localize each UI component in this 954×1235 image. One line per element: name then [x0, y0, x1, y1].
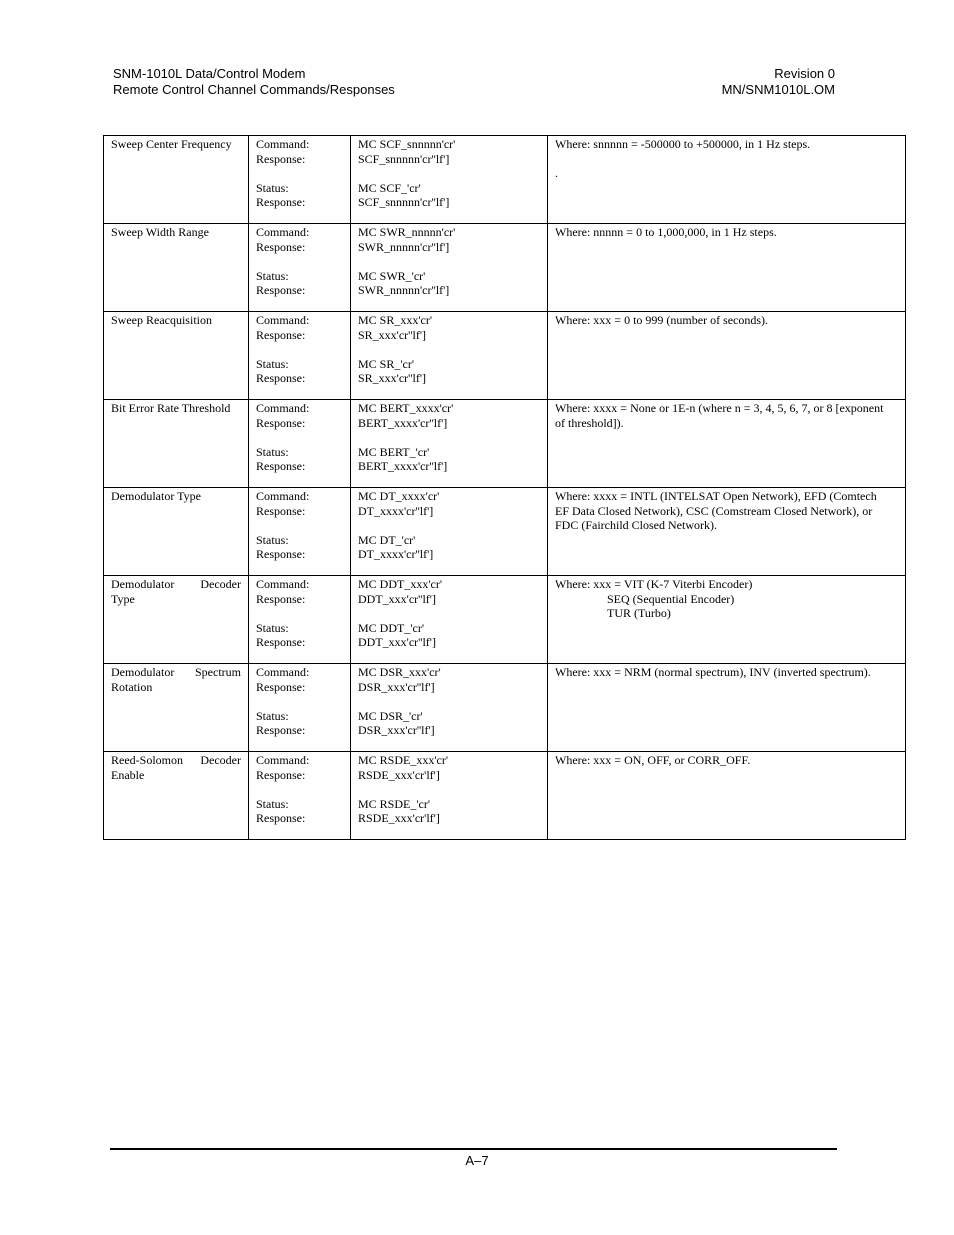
- status-label: Status:: [256, 708, 289, 723]
- response-label: Response:: [256, 151, 306, 166]
- syntax-cell: [351, 576, 548, 664]
- command-row: [104, 488, 906, 576]
- status-label: Status:: [256, 620, 289, 635]
- status-response-label: Response:: [256, 283, 306, 298]
- description-line: Where: xxxx = INTL (INTELSAT Open Network), EFD (Comtech: [555, 489, 877, 503]
- function-name-line: Enable: [111, 767, 145, 782]
- syntax-cell: [351, 752, 548, 840]
- syntax-cell: [351, 400, 548, 488]
- description-line: .: [555, 166, 558, 181]
- response-label: Response:: [256, 591, 306, 606]
- status-response-syntax: SCF_snnnnn'cr''lf']: [358, 195, 450, 210]
- command-row: [104, 400, 906, 488]
- status-response-syntax: DT_xxxx'cr''lf']: [358, 547, 434, 562]
- page-number: A–7: [465, 1153, 489, 1168]
- status-response-syntax: SWR_nnnnn'cr''lf']: [358, 283, 450, 298]
- command-row: [104, 224, 906, 312]
- command-table: [103, 135, 906, 840]
- function-name-line: Sweep Width Range: [111, 225, 209, 239]
- command-row: [104, 664, 906, 752]
- label-cell: [249, 488, 351, 576]
- status-syntax: MC SWR_'cr': [358, 268, 426, 283]
- spacer: [358, 782, 540, 797]
- command-row: [104, 312, 906, 400]
- status-label: Status:: [256, 532, 289, 547]
- status-syntax: MC SCF_'cr': [358, 180, 421, 195]
- command-label: Command:: [256, 665, 310, 679]
- status-response-label: Response:: [256, 371, 306, 386]
- command-response-syntax: RSDE_xxx'cr'lf']: [358, 767, 440, 782]
- command-syntax: MC DSR_xxx'cr': [358, 665, 441, 679]
- status-response-syntax: SR_xxx'cr''lf']: [358, 371, 426, 386]
- status-response-syntax: DSR_xxx'cr''lf']: [358, 723, 435, 738]
- function-name-cell: [104, 752, 249, 840]
- status-response-label: Response:: [256, 723, 306, 738]
- description-line: Where: xxx = 0 to 999 (number of seconds).: [555, 313, 769, 327]
- command-response-syntax: SWR_nnnnn'cr''lf']: [358, 239, 450, 254]
- spacer: [358, 694, 540, 709]
- command-syntax: MC RSDE_xxx'cr': [358, 753, 448, 767]
- response-label: Response:: [256, 767, 306, 782]
- spacer: [358, 430, 540, 445]
- description-line: FDC (Fairchild Closed Network).: [555, 518, 717, 533]
- label-cell: [249, 312, 351, 400]
- function-name-line: Sweep Reacquisition: [111, 313, 212, 327]
- description-line: Where: xxx = VIT (K-7 Viterbi Encoder): [555, 577, 753, 591]
- command-label: Command:: [256, 753, 310, 767]
- command-response-syntax: SR_xxx'cr''lf']: [358, 327, 426, 342]
- description-line: SEQ (Sequential Encoder): [607, 591, 735, 606]
- command-label: Command:: [256, 489, 310, 503]
- status-label: Status:: [256, 180, 289, 195]
- status-syntax: MC BERT_'cr': [358, 444, 430, 459]
- description-cell: [548, 224, 906, 312]
- function-name-line: Demodulator Type: [111, 489, 201, 503]
- response-label: Response:: [256, 503, 306, 518]
- function-name-line: Type: [111, 591, 135, 606]
- document-subtitle: Remote Control Channel Commands/Responses: [113, 82, 395, 97]
- description-line: Where: nnnnn = 0 to 1,000,000, in 1 Hz steps.: [555, 225, 777, 239]
- footer-rule: [110, 1148, 837, 1150]
- command-row: [104, 752, 906, 840]
- spacer: [358, 254, 540, 269]
- syntax-cell: [351, 224, 548, 312]
- syntax-cell: [351, 488, 548, 576]
- spacer: [256, 694, 343, 709]
- description-cell: [548, 664, 906, 752]
- command-label: Command:: [256, 577, 310, 591]
- label-cell: [249, 576, 351, 664]
- response-label: Response:: [256, 327, 306, 342]
- status-syntax: MC DSR_'cr': [358, 708, 423, 723]
- command-label: Command:: [256, 225, 310, 239]
- status-syntax: MC DDT_'cr': [358, 620, 424, 635]
- function-name-line: Bit Error Rate Threshold: [111, 401, 231, 415]
- document-number: MN/SNM1010L.OM: [721, 82, 835, 97]
- function-name-line: Rotation: [111, 679, 153, 694]
- description-line: Where: xxx = ON, OFF, or CORR_OFF.: [555, 753, 751, 767]
- function-name-line: Demodulator Decoder: [111, 577, 241, 591]
- spacer: [555, 152, 898, 167]
- status-label: Status:: [256, 444, 289, 459]
- command-table-body: [104, 136, 906, 840]
- function-name-cell: [104, 312, 249, 400]
- spacer: [256, 430, 343, 445]
- status-label: Status:: [256, 356, 289, 371]
- status-response-label: Response:: [256, 635, 306, 650]
- syntax-cell: [351, 664, 548, 752]
- document-title: SNM-1010L Data/Control Modem: [113, 66, 306, 81]
- label-cell: [249, 664, 351, 752]
- label-cell: [249, 224, 351, 312]
- function-name-line: Sweep Center Frequency: [111, 137, 232, 151]
- command-row: [104, 576, 906, 664]
- status-response-syntax: RSDE_xxx'cr'lf']: [358, 811, 440, 826]
- status-response-syntax: BERT_xxxx'cr''lf']: [358, 459, 448, 474]
- command-syntax: MC DT_xxxx'cr': [358, 489, 440, 503]
- description-cell: [548, 400, 906, 488]
- description-line: TUR (Turbo): [607, 606, 671, 621]
- response-label: Response:: [256, 239, 306, 254]
- status-response-label: Response:: [256, 547, 306, 562]
- description-line: of threshold]).: [555, 415, 624, 430]
- spacer: [256, 342, 343, 357]
- command-response-syntax: DDT_xxx'cr''lf']: [358, 591, 436, 606]
- command-syntax: MC SCF_snnnnn'cr': [358, 137, 456, 151]
- spacer: [256, 254, 343, 269]
- command-label: Command:: [256, 313, 310, 327]
- status-label: Status:: [256, 796, 289, 811]
- description-line: Where: xxxx = None or 1E-n (where n = 3, 4, 5, 6, 7, or 8 [exponent: [555, 401, 884, 415]
- description-cell: [548, 136, 906, 224]
- status-syntax: MC SR_'cr': [358, 356, 414, 371]
- description-cell: [548, 576, 906, 664]
- status-syntax: MC DT_'cr': [358, 532, 416, 547]
- description-line: EF Data Closed Network), CSC (Comstream Closed Network), or: [555, 503, 873, 518]
- command-response-syntax: DT_xxxx'cr''lf']: [358, 503, 434, 518]
- status-label: Status:: [256, 268, 289, 283]
- function-name-line: Reed-Solomon Decoder: [111, 753, 241, 767]
- function-name-cell: [104, 136, 249, 224]
- status-response-syntax: DDT_xxx'cr''lf']: [358, 635, 436, 650]
- label-cell: [249, 136, 351, 224]
- status-response-label: Response:: [256, 811, 306, 826]
- syntax-cell: [351, 312, 548, 400]
- description-line: Where: snnnnn = -500000 to +500000, in 1 Hz steps.: [555, 137, 811, 151]
- response-label: Response:: [256, 679, 306, 694]
- command-label: Command:: [256, 137, 310, 151]
- function-name-line: Demodulator Spectrum: [111, 665, 241, 679]
- command-syntax: MC DDT_xxx'cr': [358, 577, 442, 591]
- spacer: [358, 342, 540, 357]
- spacer: [256, 782, 343, 797]
- description-cell: [548, 752, 906, 840]
- spacer: [358, 518, 540, 533]
- command-syntax: MC BERT_xxxx'cr': [358, 401, 454, 415]
- description-line: Where: xxx = NRM (normal spectrum), INV (inverted spectrum).: [555, 665, 871, 679]
- function-name-cell: [104, 488, 249, 576]
- description-cell: [548, 312, 906, 400]
- command-syntax: MC SR_xxx'cr': [358, 313, 432, 327]
- function-name-cell: [104, 224, 249, 312]
- spacer: [256, 518, 343, 533]
- label-cell: [249, 400, 351, 488]
- function-name-cell: [104, 576, 249, 664]
- syntax-cell: [351, 136, 548, 224]
- command-label: Command:: [256, 401, 310, 415]
- status-syntax: MC RSDE_'cr': [358, 796, 430, 811]
- spacer: [358, 606, 540, 621]
- status-response-label: Response:: [256, 195, 306, 210]
- spacer: [256, 606, 343, 621]
- command-response-syntax: DSR_xxx'cr''lf']: [358, 679, 435, 694]
- label-cell: [249, 752, 351, 840]
- command-row: [104, 136, 906, 224]
- command-response-syntax: SCF_snnnnn'cr''lf']: [358, 151, 450, 166]
- spacer: [256, 166, 343, 181]
- function-name-cell: [104, 664, 249, 752]
- header-left: [113, 66, 395, 98]
- status-response-label: Response:: [256, 459, 306, 474]
- command-response-syntax: BERT_xxxx'cr''lf']: [358, 415, 448, 430]
- header-right: [722, 66, 835, 98]
- function-name-cell: [104, 400, 249, 488]
- description-cell: [548, 488, 906, 576]
- spacer: [358, 166, 540, 181]
- command-syntax: MC SWR_nnnnn'cr': [358, 225, 456, 239]
- response-label: Response:: [256, 415, 306, 430]
- revision-label: Revision 0: [774, 66, 835, 81]
